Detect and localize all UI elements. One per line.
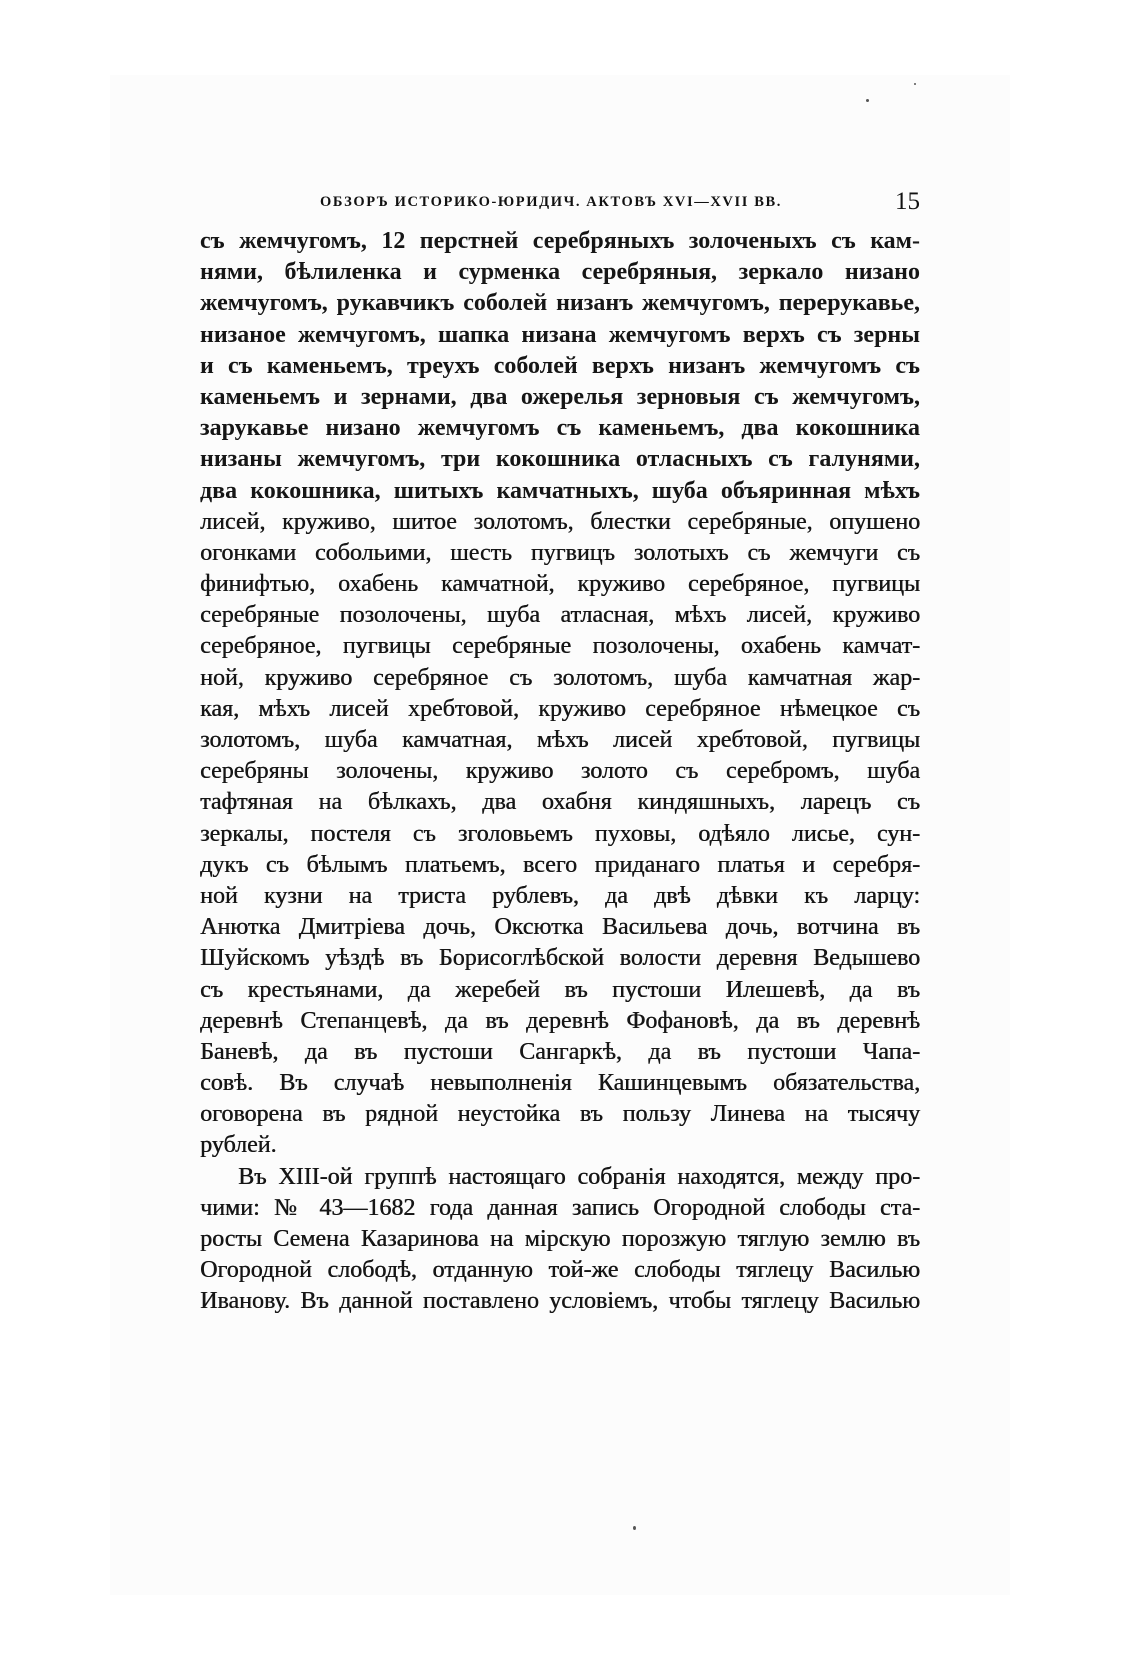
text-line: ной кузни на триста рублевъ, да двѣ дѣвки къ ларцу: <box>200 882 920 909</box>
text-line: кая, мѣхъ лисей хребтовой, круживо серебряное нѣмецкое съ <box>200 695 920 722</box>
text-line: серебряное, пугвицы серебряные позолочены, охабень камчат- <box>200 633 920 660</box>
text-line: Шуйскомъ уѣздѣ въ Борисоглѣбской волости деревня Ведышево <box>200 945 920 972</box>
text-line: Огородной слободѣ, отданную той-же слободы тяглецу Василью <box>200 1257 920 1284</box>
text-line: лисей, круживо, шитое золотомъ, блестки серебряные, опушено <box>200 508 920 535</box>
text-line: и съ каменьемъ, треухъ соболей верхъ низанъ жемчугомъ съ <box>200 352 920 379</box>
text-line: тафтяная на бѣлкахъ, два охабня киндяшныхъ, ларецъ съ <box>200 789 920 816</box>
running-title: ОБЗОРЪ ИСТОРИКО-ЮРИДИЧ. АКТОВЪ XVI—XVII ВВ. <box>320 194 782 210</box>
body-text <box>200 226 920 1318</box>
text-line: жемчугомъ, рукавчикъ соболей низанъ жемчугомъ, перерукавье, <box>200 290 920 317</box>
text-line: Анютка Дмитріева дочь, Оксютка Васильева дочь, вотчина въ <box>200 914 920 941</box>
text-line: финифтью, охабень камчатной, круживо серебряное, пугвицы <box>200 571 920 598</box>
ink-speck <box>633 1526 636 1530</box>
text-line: Иванову. Въ данной поставлено условіемъ, чтобы тяглецу Василью <box>200 1288 920 1315</box>
text-line: оговорена въ рядной неустойка въ пользу Линева на тысячу <box>200 1101 920 1128</box>
text-line: Въ XIII-ой группѣ настоящаго собранія находятся, между про- <box>238 1163 920 1190</box>
page-number: 15 <box>895 188 920 215</box>
text-line: каменьемъ и зернами, два ожерелья зерновыя съ жемчугомъ, <box>200 383 920 410</box>
text-line: два кокошника, шитыхъ камчатныхъ, шуба объяринная мѣхъ <box>200 477 920 504</box>
text-line: низаны жемчугомъ, три кокошника отласныхъ съ галунями, <box>200 446 920 473</box>
text-line: серебряные позолочены, шуба атласная, мѣхъ лисей, круживо <box>200 602 920 629</box>
text-line: нями, бѣлиленка и сурменка серебряныя, зеркало низано <box>200 259 920 286</box>
text-line: ной, круживо серебряное съ золотомъ, шуба камчатная жар- <box>200 664 920 691</box>
text-line: зарукавье низано жемчугомъ съ каменьемъ, два кокошника <box>200 415 920 442</box>
text-line: серебряны золочены, круживо золото съ серебромъ, шуба <box>200 758 920 785</box>
paragraph-1 <box>200 226 920 1162</box>
text-line: дукъ съ бѣлымъ платьемъ, всего приданаго платья и серебря- <box>200 851 920 878</box>
paragraph-2 <box>200 1162 920 1318</box>
text-line: огонками собольими, шесть пугвицъ золотыхъ съ жемчуги съ <box>200 539 920 566</box>
ink-speck <box>866 99 869 102</box>
running-head <box>200 188 920 220</box>
text-line: рублей. <box>200 1132 277 1159</box>
text-line: золотомъ, шуба камчатная, мѣхъ лисей хребтовой, пугвицы <box>200 727 920 753</box>
ink-speck <box>914 83 916 85</box>
text-line: росты Семена Казаринова на мірскую порозжую тяглую землю въ <box>200 1226 920 1252</box>
text-line: совѣ. Въ случаѣ невыполненія Кашинцевымъ обязательства, <box>200 1070 920 1097</box>
text-line: съ крестьянами, да жеребей въ пустоши Илешевѣ, да въ <box>200 976 920 1003</box>
text-line: чими: № 43—1682 года данная запись Огородной слободы ста- <box>200 1194 920 1221</box>
text-line: Баневѣ, да въ пустоши Сангаркѣ, да въ пустоши Чапа- <box>200 1038 920 1065</box>
text-line: зеркалы, постеля съ зголовьемъ пуховы, одѣяло лисье, сун- <box>200 820 920 847</box>
text-line: съ жемчугомъ, 12 перстней серебряныхъ золоченыхъ съ кам- <box>200 228 920 254</box>
text-line: деревнѣ Степанцевѣ, да въ деревнѣ Фофановѣ, да въ деревнѣ <box>200 1007 920 1034</box>
text-line: низаное жемчугомъ, шапка низана жемчугомъ верхъ съ зерны <box>200 321 920 348</box>
